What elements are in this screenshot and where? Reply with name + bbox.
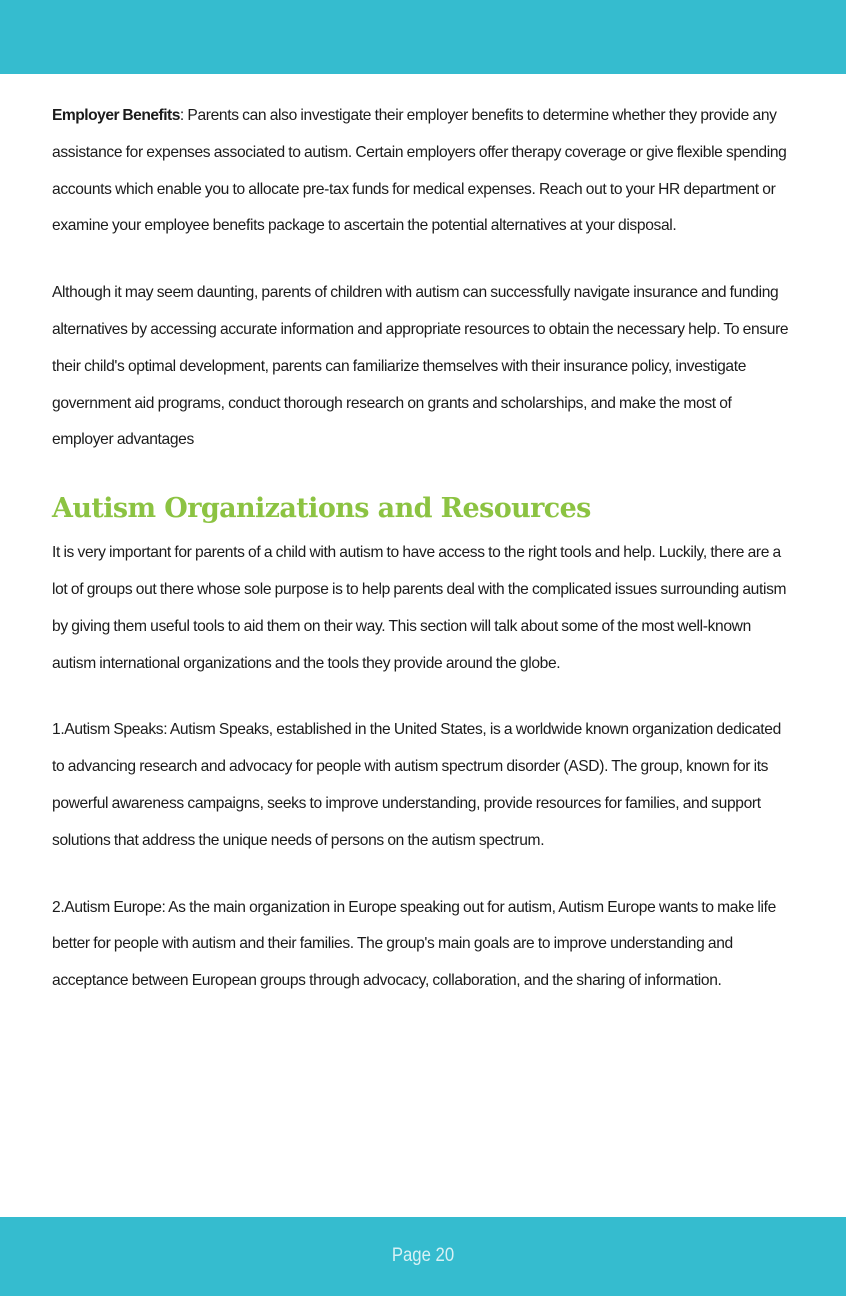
employer-benefits-paragraph xyxy=(52,98,792,245)
page-content xyxy=(52,98,792,1030)
employer-benefits-label: Employer Benefits xyxy=(52,107,180,124)
summary-paragraph: Although it may seem daunting, parents of children with autism can successfully navigate insurance and funding alternatives by accessing accurate information and appropriate resources to obtain the necessary help. To ensure their child's optimal development, parents can familiarize themselves with their insurance policy, investigate government aid programs, conduct thorough research on grants and scholarships, and make the most of employer advantages xyxy=(52,284,789,449)
section-heading: Autism Organizations and Resources xyxy=(52,493,591,525)
list-item-autism-speaks: 1.Autism Speaks: Autism Speaks, established in the United States, is a worldwide known organization dedicated to advancing research and advocacy for people with autism spectrum disorder (ASD). The group, known for its powerful awareness campaigns, seeks to improve understanding, provide resources for families, and support solutions that address the unique needs of persons on the autism spectrum. xyxy=(52,721,781,849)
list-item-autism-europe: 2.Autism Europe: As the main organization in Europe speaking out for autism, Autism Europe wants to make life better for people with autism and their families. The group's main goals are to improve understanding and acceptance between European groups through advocacy, collaboration, and the sharing of information. xyxy=(52,898,776,990)
page-number: Page 20 xyxy=(391,1245,455,1266)
intro-paragraph: It is very important for parents of a child with autism to have access to the right tools and help. Luckily, there are a lot of groups out there whose sole purpose is to help parents deal with the complicated issues surrounding autism by giving them useful tools to aid them on their way. This section will talk about some of the most well-known autism international organizations and the tools they provide around the globe. xyxy=(52,544,787,672)
employer-benefits-text: : Parents can also investigate their employer benefits to determine whether they provide any assistance for expenses associated to autism. Certain employers offer therapy coverage or give flexible spending accounts which enable you to allocate pre-tax funds for medical expenses. Reach out to your HR department or examine your employee benefits package to ascertain the potential alternatives at your disposal. xyxy=(52,107,787,235)
header-band xyxy=(0,0,846,74)
